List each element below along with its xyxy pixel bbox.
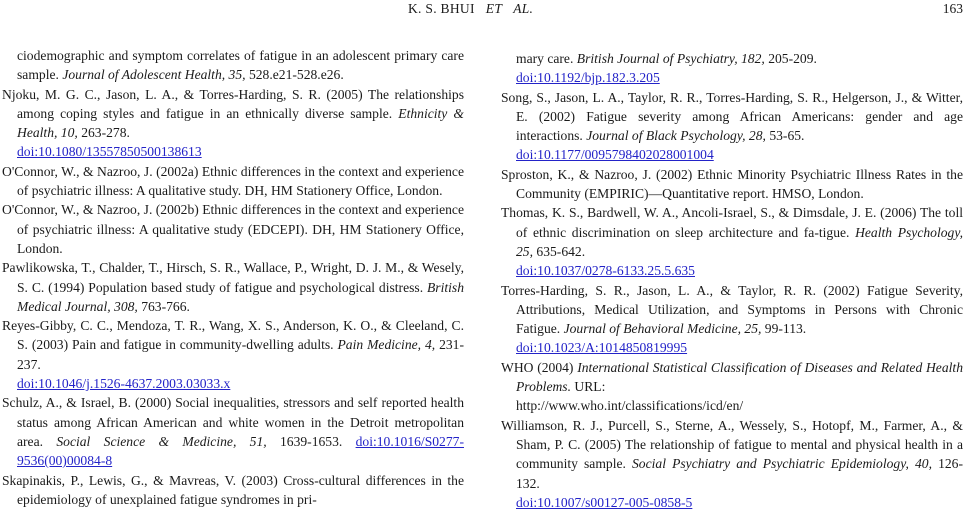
reference-entry: ciodemographic and symptom correlates of fatigue in an adolescent primary care sample. Journal of Adolescent Health, 35, 528.e21-528.e26.: [17, 48, 464, 83]
doi-link[interactable]: doi:10.1037/0278-6133.25.5.635: [516, 263, 695, 279]
reference-entry: Thomas, K. S., Bardwell, W. A., Ancoli-Israel, S., & Dimsdale, J. E. (2006) The toll of ethnic discrimination on sleep architecture and fa-tigue. Health Psychology, 25, 635-642. doi:10.1037/0278-6133.25.5.635: [501, 203, 963, 280]
doi-link[interactable]: doi:10.1080/13557850500138613: [17, 144, 202, 160]
reference-entry: WHO (2004) International Statistical Classification of Diseases and Related Health Problems. URL: http://www.who.int/classifications/icd/en/: [501, 358, 963, 416]
references-right-column: [501, 49, 963, 512]
reference-entry: O'Connor, W., & Nazroo, J. (2002b) Ethnic differences in the context and experience of psychiatric illness: A qualitative study (EDCEPI). DH, HM Stationery Office, London.: [2, 202, 464, 256]
reference-entry: Williamson, R. J., Purcell, S., Sterne, A., Wessely, S., Hotopf, M., Farmer, A., & Sham, P. C. (2005) The relationship of fatigue to mental and physical health in a community sample. Social Psychiatry and Psychiatric Epidemiology, 40, 126-132. doi:10.1007/s00127-005-0858-5: [501, 416, 963, 512]
reference-entry: Njoku, M. G. C., Jason, L. A., & Torres-Harding, S. R. (2005) The relationships among coping styles and fatigue in an ethnically diverse sample. Ethnicity & Health, 10, 263-278. doi:10.1080/13557850500138613: [2, 85, 464, 162]
doi-link[interactable]: doi:10.1046/j.1526-4637.2003.03033.x: [17, 376, 231, 392]
doi-link[interactable]: doi:10.1192/bjp.182.3.205: [516, 70, 660, 86]
url-text: http://www.who.int/classifications/icd/en/: [516, 398, 744, 414]
doi-link[interactable]: doi:10.1023/A:1014850819995: [516, 340, 688, 356]
reference-entry: mary care. British Journal of Psychiatry, 182, 205-209. doi:10.1192/bjp.182.3.205: [501, 49, 963, 88]
reference-entry: Song, S., Jason, L. A., Taylor, R. R., Torres-Harding, S. R., Helgerson, J., & Witter, E. (2002) Fatigue severity among African Americans: gender and age interactions. Journal of Black Psychology, 28, 53-65. doi:10.1177/0095798402028001004: [501, 88, 963, 165]
reference-entry: Torres-Harding, S. R., Jason, L. A., & Taylor, R. R. (2002) Fatigue Severity, Attributions, Medical Utilization, and Symptoms in Persons with Chronic Fatigue. Journal of Behavioral Medicine, 25, 99-113. doi:10.1023/A:1014850819995: [501, 281, 963, 358]
page-number: 163: [942, 1, 963, 16]
reference-entry: Schulz, A., & Israel, B. (2000) Social inequalities, stressors and self reported health status among African American and white women in the Detroit metropolitan area. Social Science & Medicine, 51, 1639-1653. doi:10.1016/S0277-9536(00)00084-8: [2, 395, 464, 469]
running-head-authors: K. S. BHUI ET AL.: [408, 1, 534, 16]
reference-entry: Skapinakis, P., Lewis, G., & Mavreas, V. (2003) Cross-cultural differences in the epidemiology of unexplained fatigue syndromes in pri-: [2, 472, 464, 507]
doi-link[interactable]: doi:10.1016/S0277-9536(00)00084-8: [17, 433, 464, 469]
reference-entry: Reyes-Gibby, C. C., Mendoza, T. R., Wang, X. S., Anderson, K. O., & Cleeland, C. S. (2003) Pain and fatigue in community-dwelling adults. Pain Medicine, 4, 231-237. doi:10.1046/j.1526-4637.2003.03033.x: [2, 316, 464, 393]
running-header: [0, 0, 965, 22]
reference-entry: Sproston, K., & Nazroo, J. (2002) Ethnic Minority Psychiatric Illness Rates in the Community (EMPIRIC)—Quantitative report. HMSO, London.: [501, 166, 963, 202]
doi-link[interactable]: doi:10.1007/s00127-005-0858-5: [516, 494, 693, 510]
reference-entry: O'Connor, W., & Nazroo, J. (2002a) Ethnic differences in the context and experience of psychiatric illness: A qualitative study. DH, HM Stationery Office, London.: [2, 163, 464, 199]
doi-link[interactable]: doi:10.1177/0095798402028001004: [516, 147, 714, 163]
references-left-column: [2, 46, 464, 509]
reference-entry: Pawlikowska, T., Chalder, T., Hirsch, S. R., Wallace, P., Wright, D. J. M., & Wesely, S. C. (1994) Population based study of fatigue and psychological distress. British Medical Journal, 308, 763-766.: [2, 260, 464, 314]
